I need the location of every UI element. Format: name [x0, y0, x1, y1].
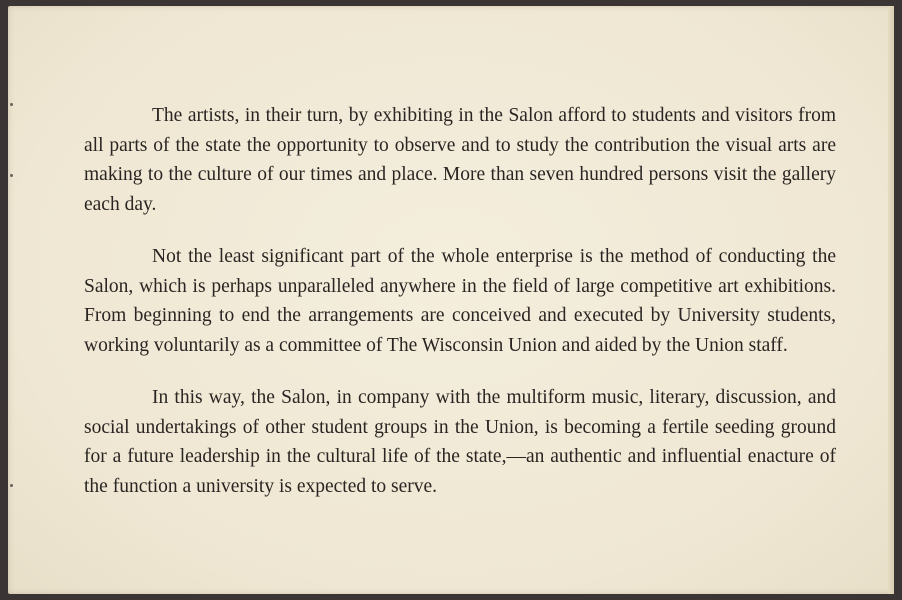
paragraph-1: The artists, in their turn, by exhibiting in the Salon afford to students and visitors from all parts of the state the opportunity to observe and to study the contribution the visual arts are making to the culture of our times and place. More than seven hundred persons visit the gallery each day.: [84, 105, 836, 215]
paragraph-2: Not the least significant part of the whole enterprise is the method of conducting the Salon, which is perhaps unparalleled anywhere in the field of large competitive art exhibitions. From beginning to end the arrangements are conceived and executed by University students, working voluntarily as a committee of The Wisconsin Union and aided by the Union staff.: [84, 246, 836, 356]
binding-mark: [10, 103, 13, 106]
binding-mark: [10, 174, 13, 177]
booklet-page: [8, 6, 894, 594]
paragraph-3: In this way, the Salon, in company with the multiform music, literary, discussion, and social undertakings of other student groups in the Union, is becoming a fertile seeding ground for a future leadership in the cultural life of the state,—an authentic and influential enacture of the function a university is expected to serve.: [84, 387, 836, 497]
binding-mark: [10, 484, 13, 487]
body-text: [84, 101, 836, 524]
page-edge: [888, 6, 894, 594]
